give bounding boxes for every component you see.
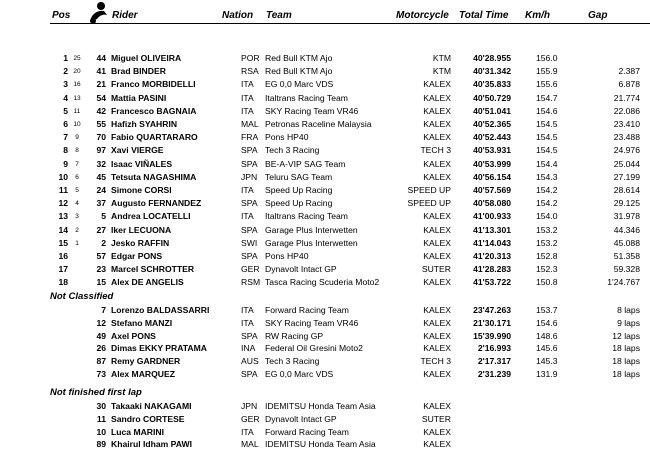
- total-time-cell: 40'53.999: [473, 158, 511, 169]
- header-pos: Pos: [52, 10, 71, 21]
- table-row: [0, 413, 650, 426]
- team-cell: Forward Racing Team: [265, 305, 349, 315]
- team-cell: SKY Racing Team VR46: [265, 105, 359, 116]
- motorcycle-cell: KALEX: [423, 79, 451, 90]
- nation-cell: MAL: [241, 439, 259, 450]
- total-time-cell: 40'53.931: [473, 145, 511, 156]
- position-cell: 7: [63, 132, 68, 143]
- motorcycle-cell: SPEED UP: [407, 198, 451, 209]
- table-row: [0, 317, 650, 330]
- gap-cell: 28.614: [613, 185, 640, 195]
- nation-cell: ITA: [241, 185, 254, 195]
- table-row: [0, 250, 650, 263]
- motorcycle-cell: KALEX: [423, 305, 451, 315]
- speed-cell: 153.2: [536, 237, 558, 248]
- rider-number-cell: 5: [101, 211, 106, 222]
- rider-number-cell: 32: [96, 158, 106, 169]
- position-cell: 1: [63, 53, 68, 63]
- total-time-cell: 41'14.043: [473, 237, 511, 248]
- nation-cell: ITA: [241, 79, 254, 90]
- motorcycle-cell: SUTER: [421, 413, 451, 424]
- points-cell: 8: [75, 147, 79, 155]
- table-row: [0, 78, 650, 91]
- position-cell: 14: [58, 224, 68, 235]
- motorcycle-cell: SUTER: [421, 264, 451, 275]
- nation-cell: SPA: [241, 198, 258, 209]
- nation-cell: AUS: [241, 356, 259, 367]
- table-row: [0, 355, 650, 368]
- rider-number-cell: 45: [96, 171, 106, 182]
- nation-cell: GER: [241, 264, 260, 275]
- speed-cell: 155.6: [536, 79, 558, 90]
- table-row: [0, 131, 650, 144]
- rider-name-cell: Takaaki NAKAGAMI: [111, 401, 192, 411]
- motorcycle-cell: KALEX: [423, 369, 451, 379]
- points-cell: 10: [73, 121, 81, 128]
- table-row: [0, 438, 650, 451]
- speed-cell: 148.6: [536, 330, 558, 341]
- motorcycle-cell: KALEX: [423, 224, 451, 235]
- total-time-cell: 2'17.317: [477, 356, 511, 367]
- speed-cell: 154.6: [536, 317, 558, 328]
- nation-cell: MAL: [241, 119, 259, 129]
- team-cell: Speed Up Racing: [265, 185, 333, 195]
- gap-cell: 45.088: [613, 237, 640, 248]
- rider-number-cell: 11: [96, 413, 106, 424]
- team-cell: BE-A-VIP SAG Team: [265, 158, 346, 169]
- points-cell: 3: [75, 213, 79, 221]
- nation-cell: JPN: [241, 401, 258, 411]
- total-time-cell: 21'30.171: [473, 317, 511, 328]
- position-cell: 16: [58, 251, 68, 261]
- position-cell: 18: [58, 277, 68, 288]
- team-cell: Red Bull KTM Ajo: [265, 53, 333, 63]
- motorcycle-cell: KALEX: [423, 92, 451, 103]
- team-cell: Pons HP40: [265, 251, 309, 261]
- motorcycle-cell: TECH 3: [420, 356, 451, 367]
- position-cell: 2: [63, 66, 68, 77]
- rider-number-cell: 7: [101, 305, 106, 315]
- speed-cell: 155.9: [536, 66, 558, 77]
- rider-name-cell: Simone CORSI: [111, 185, 172, 195]
- nation-cell: RSM: [241, 277, 261, 288]
- table-row: [0, 210, 650, 223]
- table-row: [0, 118, 650, 131]
- total-time-cell: 40'56.154: [473, 171, 511, 182]
- table-row: [0, 276, 650, 289]
- motorcycle-cell: KALEX: [423, 211, 451, 222]
- gap-cell: 22.086: [613, 105, 640, 116]
- total-time-cell: 40'52.443: [473, 132, 511, 143]
- results-header: [0, 0, 650, 26]
- speed-cell: 150.8: [536, 277, 558, 288]
- rider-name-cell: Franco MORBIDELLI: [111, 79, 196, 90]
- total-time-cell: 15'39.990: [473, 330, 511, 341]
- gap-cell: 29.125: [613, 198, 640, 209]
- rider-name-cell: Axel PONS: [111, 330, 156, 341]
- table-row: [0, 158, 650, 171]
- rider-number-cell: 89: [96, 439, 106, 450]
- total-time-cell: 40'31.342: [473, 66, 511, 77]
- team-cell: Garage Plus Interwetten: [265, 224, 358, 235]
- header-kmh: Km/h: [525, 10, 550, 21]
- points-cell: 9: [75, 134, 79, 142]
- total-time-cell: 41'53.722: [473, 277, 511, 288]
- gap-cell: 6.878: [618, 79, 640, 90]
- total-time-cell: 40'35.833: [473, 79, 511, 90]
- table-row: [0, 368, 650, 381]
- position-cell: 12: [58, 198, 68, 209]
- motorcycle-cell: KALEX: [423, 119, 451, 129]
- header-team: Team: [266, 10, 292, 21]
- position-cell: 15: [58, 237, 68, 248]
- speed-cell: 145.6: [536, 343, 558, 354]
- points-cell: 4: [75, 200, 79, 208]
- motorcycle-rider-icon: [86, 1, 110, 25]
- gap-cell: 23.410: [613, 119, 640, 129]
- rider-number-cell: 26: [96, 343, 106, 354]
- total-time-cell: 41'13.301: [473, 224, 511, 235]
- rider-name-cell: Stefano MANZI: [111, 317, 173, 328]
- team-cell: Dynavolt Intact GP: [265, 264, 337, 275]
- speed-cell: 154.5: [536, 145, 558, 156]
- motorcycle-cell: KALEX: [423, 105, 451, 116]
- gap-cell: 18 laps: [612, 343, 640, 354]
- position-cell: 6: [63, 119, 68, 129]
- speed-cell: 154.2: [536, 198, 558, 209]
- gap-cell: 2.387: [618, 66, 640, 77]
- table-row: [0, 65, 650, 78]
- rider-name-cell: Miguel OLIVEIRA: [111, 53, 182, 63]
- speed-cell: 154.7: [536, 92, 558, 103]
- not-classified-title: Not Classified: [50, 291, 114, 302]
- speed-cell: 153.2: [536, 224, 558, 235]
- rider-number-cell: 70: [96, 132, 106, 143]
- nation-cell: POR: [241, 53, 260, 63]
- speed-cell: 154.4: [536, 158, 558, 169]
- gap-cell: 21.774: [613, 92, 640, 103]
- rider-name-cell: Luca MARINI: [111, 426, 164, 437]
- rider-name-cell: Marcel SCHROTTER: [111, 264, 195, 275]
- motorcycle-cell: KALEX: [423, 401, 451, 411]
- nation-cell: ITA: [241, 211, 254, 222]
- position-cell: 17: [58, 264, 68, 275]
- speed-cell: 154.0: [536, 211, 558, 222]
- table-row: [0, 330, 650, 343]
- team-cell: Teluru SAG Team: [265, 171, 333, 182]
- speed-cell: 131.9: [536, 369, 558, 379]
- header-total-time: Total Time: [459, 10, 509, 21]
- table-row: [0, 105, 650, 118]
- motorcycle-cell: KALEX: [423, 343, 451, 354]
- points-cell: 20: [73, 68, 81, 76]
- speed-cell: 154.3: [536, 171, 558, 182]
- position-cell: 4: [63, 92, 68, 103]
- team-cell: Italtrans Racing Team: [265, 92, 348, 103]
- total-time-cell: 40'50.729: [473, 92, 511, 103]
- team-cell: Tasca Racing Scuderia Moto2: [265, 277, 380, 288]
- rider-number-cell: 57: [96, 251, 106, 261]
- rider-number-cell: 55: [96, 119, 106, 129]
- team-cell: Federal Oil Gresini Moto2: [265, 343, 363, 354]
- nation-cell: SWI: [241, 237, 258, 248]
- total-time-cell: 40'57.569: [473, 185, 511, 195]
- rider-number-cell: 2: [101, 237, 106, 248]
- gap-cell: 12 laps: [612, 330, 640, 341]
- gap-cell: 59.328: [613, 264, 640, 275]
- header-nation: Nation: [222, 10, 254, 21]
- total-time-cell: 2'16.993: [477, 343, 511, 354]
- rider-name-cell: Andrea LOCATELLI: [111, 211, 191, 222]
- gap-cell: 24.976: [613, 145, 640, 156]
- motorcycle-cell: KALEX: [423, 158, 451, 169]
- team-cell: Italtrans Racing Team: [265, 211, 348, 222]
- gap-cell: 31.978: [613, 211, 640, 222]
- speed-cell: 154.6: [536, 105, 558, 116]
- rider-name-cell: Alex MARQUEZ: [111, 369, 175, 379]
- rider-name-cell: Jesko RAFFIN: [111, 237, 170, 248]
- points-cell: 2: [75, 226, 79, 234]
- speed-cell: 145.3: [536, 356, 558, 367]
- speed-cell: 154.5: [536, 132, 558, 143]
- rider-number-cell: 10: [96, 426, 106, 437]
- motorcycle-cell: KTM: [432, 53, 451, 63]
- points-cell: 6: [75, 173, 79, 181]
- rider-number-cell: 97: [96, 145, 106, 156]
- gap-cell: 18 laps: [612, 369, 640, 379]
- position-cell: 11: [58, 185, 68, 195]
- header-rider: Rider: [112, 10, 138, 21]
- gap-cell: 27.199: [613, 171, 640, 182]
- position-cell: 8: [63, 145, 68, 156]
- rider-name-cell: Iker LECUONA: [111, 224, 172, 235]
- points-cell: 5: [75, 187, 79, 194]
- nation-cell: JPN: [241, 171, 258, 182]
- not-finished-title: Not finished first lap: [50, 387, 142, 398]
- motorcycle-cell: KALEX: [423, 277, 451, 288]
- total-time-cell: 41'20.313: [473, 251, 511, 261]
- gap-cell: 44.346: [613, 224, 640, 235]
- position-cell: 10: [58, 171, 68, 182]
- rider-name-cell: Lorenzo BALDASSARRI: [111, 305, 210, 315]
- motorcycle-cell: KALEX: [423, 132, 451, 143]
- points-cell: 1: [75, 239, 79, 247]
- table-row: [0, 263, 650, 276]
- rider-name-cell: Augusto FERNANDEZ: [111, 198, 202, 209]
- gap-cell: 8 laps: [617, 305, 640, 315]
- motorcycle-cell: KTM: [432, 66, 451, 77]
- rider-name-cell: Brad BINDER: [111, 66, 166, 77]
- motorcycle-cell: TECH 3: [420, 145, 451, 156]
- table-row: [0, 197, 650, 210]
- nation-cell: ITA: [241, 426, 254, 437]
- header-motorcycle: Motorcycle: [396, 10, 449, 21]
- rider-name-cell: Khairul Idham PAWI: [111, 439, 193, 450]
- table-row: [0, 171, 650, 184]
- gap-cell: 9 laps: [617, 317, 640, 328]
- motorcycle-cell: KALEX: [423, 439, 451, 450]
- motorcycle-cell: KALEX: [423, 251, 451, 261]
- gap-cell: 18 laps: [612, 356, 640, 367]
- nation-cell: INA: [241, 343, 256, 354]
- motorcycle-cell: KALEX: [423, 330, 451, 341]
- total-time-cell: 41'00.933: [473, 211, 511, 222]
- team-cell: Petronas Raceline Malaysia: [265, 119, 372, 129]
- position-cell: 13: [58, 211, 68, 222]
- nation-cell: ITA: [241, 305, 254, 315]
- motorcycle-cell: SPEED UP: [407, 185, 451, 195]
- table-row: [0, 92, 650, 105]
- gap-cell: 23.488: [613, 132, 640, 143]
- rider-name-cell: Alex DE ANGELIS: [111, 277, 184, 288]
- speed-cell: 153.7: [536, 305, 558, 315]
- gap-cell: 1'24.767: [607, 277, 640, 288]
- total-time-cell: 41'28.283: [473, 264, 511, 275]
- nation-cell: SPA: [241, 224, 258, 235]
- team-cell: EG 0,0 Marc VDS: [265, 369, 334, 379]
- position-cell: 9: [63, 158, 68, 169]
- table-row: [0, 224, 650, 237]
- rider-name-cell: Isaac VIÑALES: [111, 158, 173, 169]
- total-time-cell: 40'28.955: [473, 53, 511, 63]
- header-gap: Gap: [588, 10, 608, 21]
- rider-name-cell: Mattia PASINI: [111, 92, 167, 103]
- team-cell: Tech 3 Racing: [265, 145, 320, 156]
- rider-name-cell: Remy GARDNER: [111, 356, 181, 367]
- rider-number-cell: 37: [96, 198, 106, 209]
- speed-cell: 156.0: [536, 53, 558, 63]
- total-time-cell: 40'52.365: [473, 119, 511, 129]
- rider-number-cell: 23: [96, 264, 106, 275]
- nation-cell: SPA: [241, 145, 258, 156]
- total-time-cell: 40'51.041: [473, 105, 511, 116]
- table-row: [0, 342, 650, 355]
- position-cell: 5: [63, 105, 68, 116]
- table-row: [0, 144, 650, 157]
- rider-number-cell: 12: [96, 317, 106, 328]
- nation-cell: ITA: [241, 317, 254, 328]
- rider-number-cell: 42: [96, 105, 106, 116]
- motorcycle-cell: KALEX: [423, 171, 451, 182]
- rider-number-cell: 73: [96, 369, 106, 379]
- table-row: [0, 426, 650, 439]
- nation-cell: SPA: [241, 158, 258, 169]
- nation-cell: SPA: [241, 330, 258, 341]
- table-row: [0, 237, 650, 250]
- rider-number-cell: 54: [96, 92, 106, 103]
- rider-name-cell: Hafizh SYAHRIN: [111, 119, 178, 129]
- team-cell: SKY Racing Team VR46: [265, 317, 359, 328]
- rider-number-cell: 41: [96, 66, 106, 77]
- rider-number-cell: 44: [96, 53, 106, 63]
- team-cell: IDEMITSU Honda Team Asia: [265, 401, 376, 411]
- motorcycle-cell: KALEX: [423, 237, 451, 248]
- header-divider: [50, 23, 650, 24]
- speed-cell: 152.3: [536, 264, 558, 275]
- speed-cell: 154.5: [536, 119, 558, 129]
- total-time-cell: 2'31.239: [477, 369, 511, 379]
- team-cell: EG 0,0 Marc VDS: [265, 79, 334, 90]
- table-row: [0, 184, 650, 197]
- gap-cell: 51.358: [613, 251, 640, 261]
- rider-name-cell: Tetsuta NAGASHIMA: [111, 171, 197, 182]
- nation-cell: RSA: [241, 66, 259, 77]
- rider-number-cell: 87: [96, 356, 106, 367]
- gap-cell: 25.044: [613, 158, 640, 169]
- nation-cell: SPA: [241, 251, 258, 261]
- team-cell: IDEMITSU Honda Team Asia: [265, 439, 376, 450]
- total-time-cell: 23'47.263: [473, 305, 511, 315]
- team-cell: Pons HP40: [265, 132, 309, 143]
- points-cell: 7: [75, 160, 79, 168]
- rider-number-cell: 49: [96, 330, 106, 341]
- points-cell: 11: [73, 107, 81, 115]
- position-cell: 3: [63, 79, 68, 90]
- team-cell: RW Racing GP: [265, 330, 324, 341]
- rider-number-cell: 21: [96, 79, 106, 90]
- table-row: [0, 52, 650, 65]
- table-row: [0, 304, 650, 317]
- rider-name-cell: Edgar PONS: [111, 251, 163, 261]
- total-time-cell: 40'58.080: [473, 198, 511, 209]
- nation-cell: SPA: [241, 369, 258, 379]
- nation-cell: ITA: [241, 105, 254, 116]
- speed-cell: 152.8: [536, 251, 558, 261]
- team-cell: Dynavolt Intact GP: [265, 413, 337, 424]
- team-cell: Forward Racing Team: [265, 426, 349, 437]
- rider-name-cell: Sandro CORTESE: [111, 413, 185, 424]
- points-cell: 25: [73, 55, 81, 62]
- team-cell: Tech 3 Racing: [265, 356, 320, 367]
- rider-number-cell: 24: [96, 185, 106, 195]
- rider-number-cell: 30: [96, 401, 106, 411]
- rider-name-cell: Dimas EKKY PRATAMA: [111, 343, 207, 354]
- rider-number-cell: 15: [96, 277, 106, 288]
- motorcycle-cell: KALEX: [423, 317, 451, 328]
- points-cell: 16: [73, 81, 81, 89]
- nation-cell: FRA: [241, 132, 259, 143]
- nation-cell: ITA: [241, 92, 254, 103]
- nation-cell: GER: [241, 413, 260, 424]
- table-row: [0, 400, 650, 413]
- points-cell: 13: [73, 94, 81, 102]
- rider-name-cell: Francesco BAGNAIA: [111, 105, 197, 116]
- motorcycle-cell: KALEX: [423, 426, 451, 437]
- team-cell: Red Bull KTM Ajo: [265, 66, 333, 77]
- rider-number-cell: 27: [96, 224, 106, 235]
- team-cell: Speed Up Racing: [265, 198, 333, 209]
- rider-name-cell: Xavi VIERGE: [111, 145, 164, 156]
- rider-name-cell: Fabio QUARTARARO: [111, 132, 198, 143]
- team-cell: Garage Plus Interwetten: [265, 237, 358, 248]
- speed-cell: 154.2: [536, 185, 558, 195]
